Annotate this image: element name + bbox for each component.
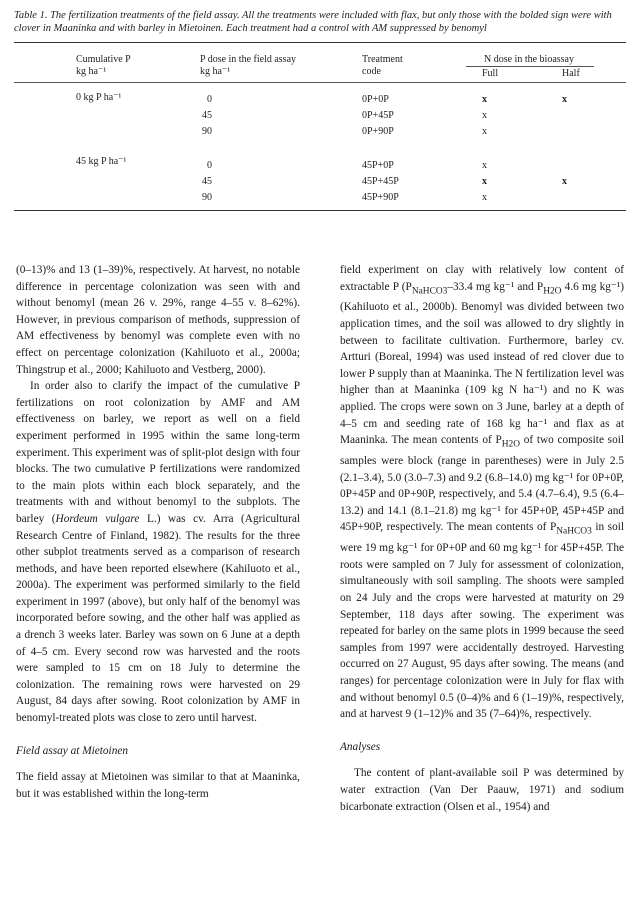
dose-cell: 0 [207, 160, 212, 171]
half-mark: x [562, 94, 567, 105]
right-column [340, 262, 624, 815]
header-half: Half [562, 68, 580, 79]
paragraph-text: 4.6 mg kg⁻¹) (Kahiluoto et al., 2000b). Benomyl was divided between two application times, and the soil was allowed to dry slightly in between to facilitate cultivation. Furthermore, barley cv. Artturi (Boreal, 1994) was used instead of red clover due to lower P supply than at Maaninka. The N fertilization level was higher than at Maaninka (109 kg N ha⁻¹) and no K was applied. The crops were sown on 3 June, barley at a depth of 4–5 cm and seeding rate of 168 kg ha⁻¹ and flax as at Maaninka. The mean contents of P [340, 280, 624, 447]
full-mark: x [482, 126, 487, 137]
header-n-subrule [466, 66, 594, 67]
code-cell: 0P+0P [362, 94, 389, 105]
subscript: NaHCO3 [556, 526, 592, 537]
left-column [16, 262, 300, 802]
table-caption-text: The fertilization treatments of the field assay. All the treatments were included with flax, but only those with the bolded sign were with clover in Maaninka and with barley in Mietoinen. Each treatment had a control with AM suppressed by benomyl [14, 10, 612, 34]
full-mark: x [482, 110, 487, 121]
half-mark: x [562, 176, 567, 187]
paragraph [16, 378, 300, 726]
header-p-dose: P dose in the field assay [200, 54, 297, 65]
paragraph-text: L.) was cv. Arra (Agricultural Research Centre of Finland, 1982). The results for the three other subplot treatments served as a comparison of research methods, and have been reported elsewhere (Kahiluoto et al., 2000a). The experiment was performed similarly to the field experiment in 1997 (above), but only half of the benomyl was incorporated before sowing, and the other half was applied as a drench 3 weeks later. Barley was sown on 6 June at a depth of 4–5 cm. Every second row was harvested and the roots were sampled to 15 cm on 18 July to determine the colonization. The remaining rows were harvested on 29 August, 84 days after sowing. Root colonization by AMF in benomyl-treated plots was close to zero until harvest. [16, 512, 300, 725]
dose-cell: 0 [207, 94, 212, 105]
code-cell: 45P+0P [362, 160, 394, 171]
subscript: H2O [543, 285, 562, 296]
header-treatment: Treatment [362, 54, 403, 65]
header-cumulative-p-unit: kg ha⁻¹ [76, 66, 107, 77]
paragraph-text: in soil were 19 mg kg⁻¹ for 0P+0P and 60 mg kg⁻¹ for 45P+45P. The roots were sampled on 7 July for assessment of colonization, simultaneously with soil sampling. The shoots were sampled on 24 July and the crops were harvested at maturity on 29 September, 118 days after sowing. The experiment was repeated for barley on the same plots in 1999 because the seed samples from 1997 were accidentally destroyed. Harvesting occurred on 27 August, 95 days after sowing. The means (and ranges) for percentage colonization were in July for flax with and without benomyl 0.5 (0–4)% and 6 (1–19)%, respectively, and at harvest 9 (1–12)% and 35 (7–64)%, respectively. [340, 521, 624, 721]
paragraph: The field assay at Mietoinen was similar to that at Maaninka, but it was established within the long-term [16, 771, 300, 800]
species-name: Hordeum vulgare [55, 512, 140, 525]
paragraph: (0–13)% and 13 (1–39)%, respectively. At harvest, no notable difference in percentage colonization was seen with and without benomyl (mean 26 v. 29%, range 4–55 v. 8–62%). However, in previous comparison of methods, suppression of AM effectiveness by benomyl was complete even with no effect on percentage colonization (Kahiluoto et al., 2000a; Thingstrup et al., 2000; Kahiluoto and Vestberg, 2000). [16, 264, 300, 376]
section-heading: Analyses [340, 740, 381, 753]
dose-cell: 90 [202, 126, 212, 137]
table-top-rule [14, 42, 626, 43]
dose-cell: 45 [202, 110, 212, 121]
paragraph-text: of two composite soil samples were block (range in parentheses) were in July 2.5 (2.1–3.4), 5.0 (3.0–7.3) and 9.2 (6.8–14.0) mg kg⁻¹ for 0P+0P, 0P+45P and 0P+90P, respectively, and 5.4 (4.7–6.4), 9.5 (6.4–13.2) and 14.1 (8.1–21.8) mg kg⁻¹ for 45P+0P, 45P+45P and 45P+90P, respectively. The mean contents of P [340, 434, 624, 534]
header-n-dose: N dose in the bioassay [484, 54, 574, 65]
paragraph-text: –33.4 mg kg⁻¹ and P [447, 280, 544, 293]
fertilization-table [14, 42, 626, 212]
dose-cell: 45 [202, 176, 212, 187]
paragraph [340, 262, 624, 723]
subscript: H2O [501, 439, 521, 450]
code-cell: 45P+90P [362, 192, 399, 203]
subscript: NaHCO3 [411, 285, 448, 296]
code-cell: 45P+45P [362, 176, 399, 187]
dose-cell: 90 [202, 192, 212, 203]
full-mark: x [482, 94, 487, 105]
header-cumulative-p: Cumulative P [76, 54, 131, 65]
table-header-rule [14, 82, 626, 83]
header-p-dose-unit: kg ha⁻¹ [200, 66, 231, 77]
paragraph-text: field experiment on clay with relatively low content of extractable P (P [340, 264, 624, 293]
full-mark: x [482, 192, 487, 203]
paragraph-text: In order also to clarify the impact of the cumulative P fertilizations on root colonization by AMF and AM effectiveness on barley, we report as well on a field experiment performed in 1995 within the same long-term experiment. This experiment was of split-plot design with four blocks. The two cumulative P fertilizations were randomized to the main plots within each block separately, and the treatments with and without benomyl to the subplots. The barley ( [16, 380, 300, 525]
group-label: 45 kg P ha⁻¹ [76, 156, 127, 167]
paragraph: The content of plant-available soil P was determined by water extraction (Van Der Paauw, 1971) and sodium bicarbonate extraction (Olsen et al., 1954) and [340, 767, 624, 813]
table-bottom-rule [14, 210, 626, 211]
group-label: 0 kg P ha⁻¹ [76, 92, 122, 103]
table-caption [14, 9, 626, 35]
header-full: Full [482, 68, 499, 79]
code-cell: 0P+45P [362, 110, 394, 121]
code-cell: 0P+90P [362, 126, 394, 137]
section-heading: Field assay at Mietoinen [16, 744, 129, 757]
full-mark: x [482, 176, 487, 187]
table-caption-label: Table 1. [14, 10, 48, 21]
header-treatment-code: code [362, 66, 381, 77]
full-mark: x [482, 160, 487, 171]
